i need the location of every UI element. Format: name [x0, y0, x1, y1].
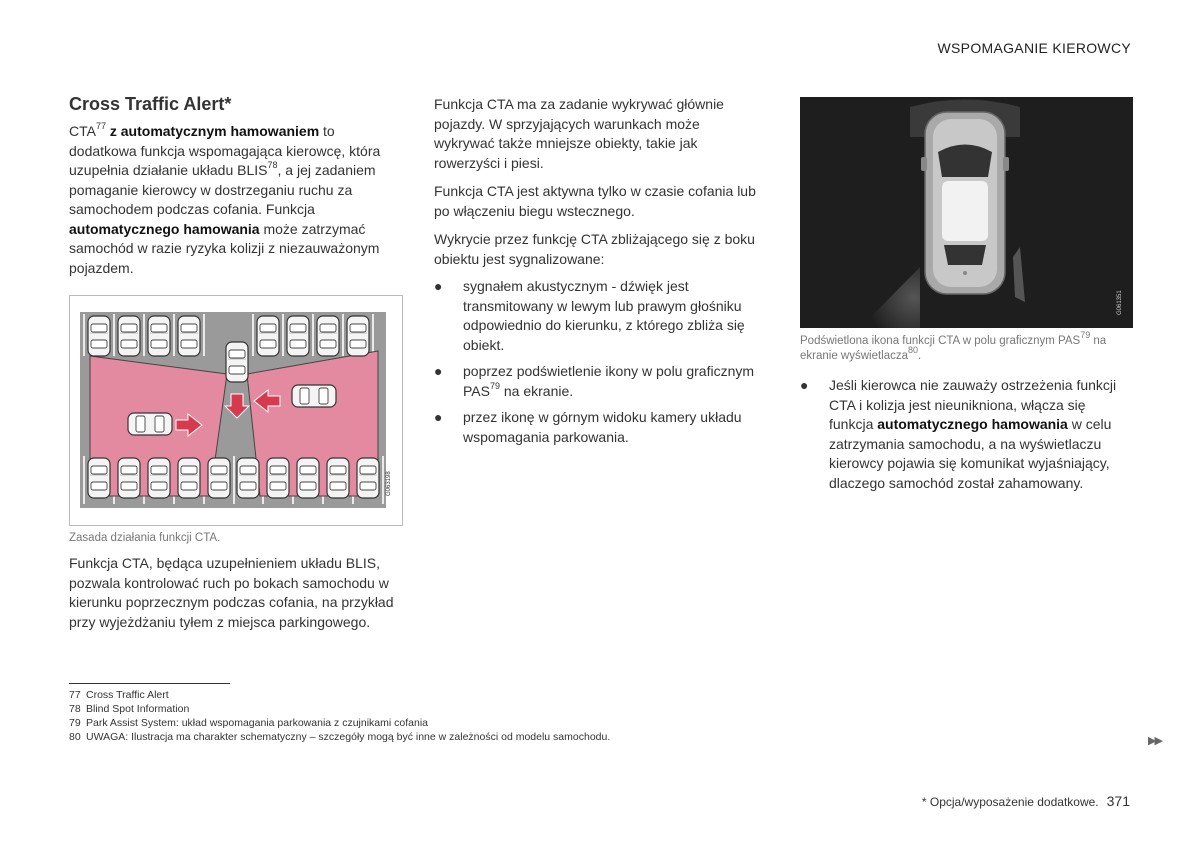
- bullet-icon: ●: [434, 409, 443, 425]
- bullet-icon: ●: [434, 278, 443, 294]
- parking-lot-illustration: [70, 296, 402, 525]
- list-item: ● przez ikonę w górnym widoku kamery układu wspomagania parkowania.: [434, 409, 742, 445]
- cta-principle-figure: [69, 295, 403, 526]
- list-item: ● Jeśli kierowca nie zauważy ostrzeżenia funkcji CTA i kolizja jest nieunikniona, włącza się funkcja automatycznego hamowania w celu zatrzymania samochodu, a na wyświetlaczu kierowcy pojawia się komunikat wyjaśniający, dlaczego samochód został zahamowany.: [800, 377, 1117, 491]
- bullet-icon: ●: [434, 363, 443, 379]
- reversing-car: [226, 342, 248, 382]
- section-title: Cross Traffic Alert*: [69, 94, 232, 114]
- figure-caption: Zasada działania funkcji CTA.: [69, 532, 221, 544]
- figure-caption: Podświetlona ikona funkcji CTA w polu graficznym PAS$^{79}$ na ekranie wyświetlacza$^{80}$.: [800, 330, 1107, 362]
- column-left: [69, 94, 401, 278]
- section-header: WSPOMAGANIE KIEROWCY: [937, 40, 1131, 56]
- footnote: 79 Park Assist System: układ wspomagania parkowania z czujnikami cofania: [69, 717, 428, 729]
- footnote: 80 UWAGA: Ilustracja ma charakter schematyczny – szczegóły mogą być inne w zależności od modelu samochodu.: [69, 731, 611, 743]
- braking-list: [800, 376, 1133, 500]
- footnote-divider: [69, 683, 230, 684]
- footnote-ref: 78: [267, 160, 278, 171]
- optional-equipment-note: * Opcja/wyposażenie dodatkowe.: [921, 795, 1099, 809]
- list-item: ● sygnałem akustycznym - dźwięk jest transmitowany w lewym lub prawym głośniku odpowiednio do kierunku, z którego zbliża się obiekt.: [434, 278, 745, 353]
- paragraph: Wykrycie przez funkcję CTA zbliżającego się z boku obiektu jest sygnalizowane:: [434, 231, 755, 267]
- footnote: 77 Cross Traffic Alert: [69, 689, 169, 701]
- approaching-car-left: [128, 413, 172, 435]
- footnote-ref: 79: [489, 380, 500, 391]
- signal-list: [434, 277, 764, 447]
- page-footer: [922, 793, 1130, 809]
- footnote: 78 Blind Spot Information: [69, 703, 190, 715]
- page-number: 371: [1106, 793, 1130, 809]
- cta-blis-paragraph: Funkcja CTA, będąca uzupełnieniem układu BLIS, pozwala kontrolować ruch po bokach samochodu w kierunku poprzecznym podczas cofania, na przykład przy wyjeżdżaniu tyłem z miejsca parkingowego.: [69, 555, 394, 630]
- list-item: ● poprzez podświetlenie ikony w polu graficznym PAS$^{79}$ na ekranie.: [434, 363, 755, 399]
- intro-paragraph: CTA$^{77}$ z automatycznym hamowaniem to dodatkowa funkcja wspomagająca kierowcę, która uzupełnia działanie układu BLIS$^{78}$, a jej zadaniem pomaganie kierowcy w dostrzeganiu ruchu za samochodem podczas cofania. Funkcja automatycznego hamowania może zatrzymać samochód w razie ryzyka kolizji z niezauważonym pojazdem.: [69, 121, 381, 276]
- column-middle: [434, 95, 764, 454]
- approaching-car-right: [292, 385, 336, 407]
- paragraph: Funkcja CTA jest aktywna tylko w czasie cofania lub po włączeniu biegu wstecznego.: [434, 183, 756, 219]
- footnote-ref: 77: [95, 121, 106, 132]
- figure-code: G061351: [1117, 290, 1123, 315]
- bullet-icon: ●: [800, 377, 809, 393]
- pas-screen-illustration: [800, 97, 1133, 328]
- paragraph: Funkcja CTA ma za zadanie wykrywać głównie pojazdy. W sprzyjających warunkach może wykrywać także mniejsze obiekty, takie jak rowerzyści i piesi.: [434, 96, 724, 171]
- double-arrow-right-icon: ▶▶: [1148, 735, 1161, 747]
- figure-code: G063198: [386, 471, 392, 496]
- pas-display-figure: [800, 97, 1133, 328]
